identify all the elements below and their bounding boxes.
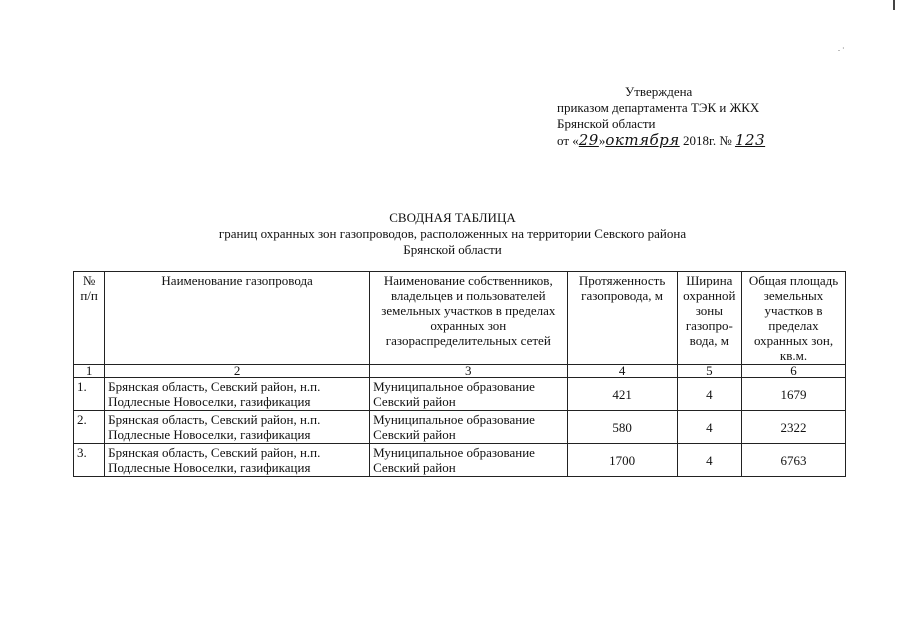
summary-table [73,271,846,477]
title-subtitle: границ охранных зон газопроводов, расположенных на территории Севского района [218,226,687,241]
column-number: 6 [742,365,846,378]
number-label: № [719,133,732,148]
date-month: октября [605,131,680,149]
approval-title: Утверждена [625,84,693,99]
column-number: 1 [74,365,105,378]
header-owners: Наименование собственников, владельцев и пользователей земельных участков в пределах охранных зон газораспределительных сетей [370,272,567,365]
title-region: Брянской области [403,242,502,257]
column-number: 5 [677,365,741,378]
row-num: 3. [74,444,105,477]
number-value: 123 [734,131,766,149]
date-prefix: от « [557,133,579,148]
header-total-area: Общая площадь земельных участков в пределах охранных зон, кв.м. [742,272,846,365]
row-area: 6763 [742,444,846,477]
row-zone-width: 4 [677,444,741,477]
date-year: 2018г. [682,133,717,148]
header-row [74,272,846,365]
document-title [0,210,905,258]
column-number-row [74,365,846,378]
row-pipeline-name: Брянская область, Севский район, н.п. Подлесные Новоселки, газификация [105,378,370,411]
row-pipeline-name: Брянская область, Севский район, н.п. Подлесные Новоселки, газификация [105,444,370,477]
header-length: Протяженность газопровода, м [567,272,677,365]
column-number: 3 [370,365,567,378]
approval-order: приказом департамента ТЭК и ЖКХ [557,100,760,115]
row-length: 580 [567,411,677,444]
title-main: СВОДНАЯ ТАБЛИЦА [389,210,516,225]
row-owner: Муниципальное образование Севский район [370,444,567,477]
header-num: № п/п [74,272,105,365]
approval-block [557,84,877,149]
scan-edge-mark [893,0,895,10]
date-mid: » [598,133,606,148]
approval-date-line [557,132,877,149]
column-number: 4 [567,365,677,378]
table-row [74,378,846,411]
row-num: 1. [74,378,105,411]
column-number: 2 [105,365,370,378]
table-row [74,411,846,444]
row-length: 421 [567,378,677,411]
header-zone-width: Ширина охранной зоны газопро-вода, м [677,272,741,365]
row-area: 1679 [742,378,846,411]
row-pipeline-name: Брянская область, Севский район, н.п. Подлесные Новоселки, газификация [105,411,370,444]
table-row [74,444,846,477]
row-length: 1700 [567,444,677,477]
row-zone-width: 4 [677,411,741,444]
row-area: 2322 [742,411,846,444]
row-zone-width: 4 [677,378,741,411]
row-num: 2. [74,411,105,444]
header-pipeline-name: Наименование газопровода [105,272,370,365]
date-day: 29 [578,131,599,149]
row-owner: Муниципальное образование Севский район [370,378,567,411]
scan-speck: . · [838,44,845,53]
row-owner: Муниципальное образование Севский район [370,411,567,444]
approval-region: Брянской области [557,116,656,131]
